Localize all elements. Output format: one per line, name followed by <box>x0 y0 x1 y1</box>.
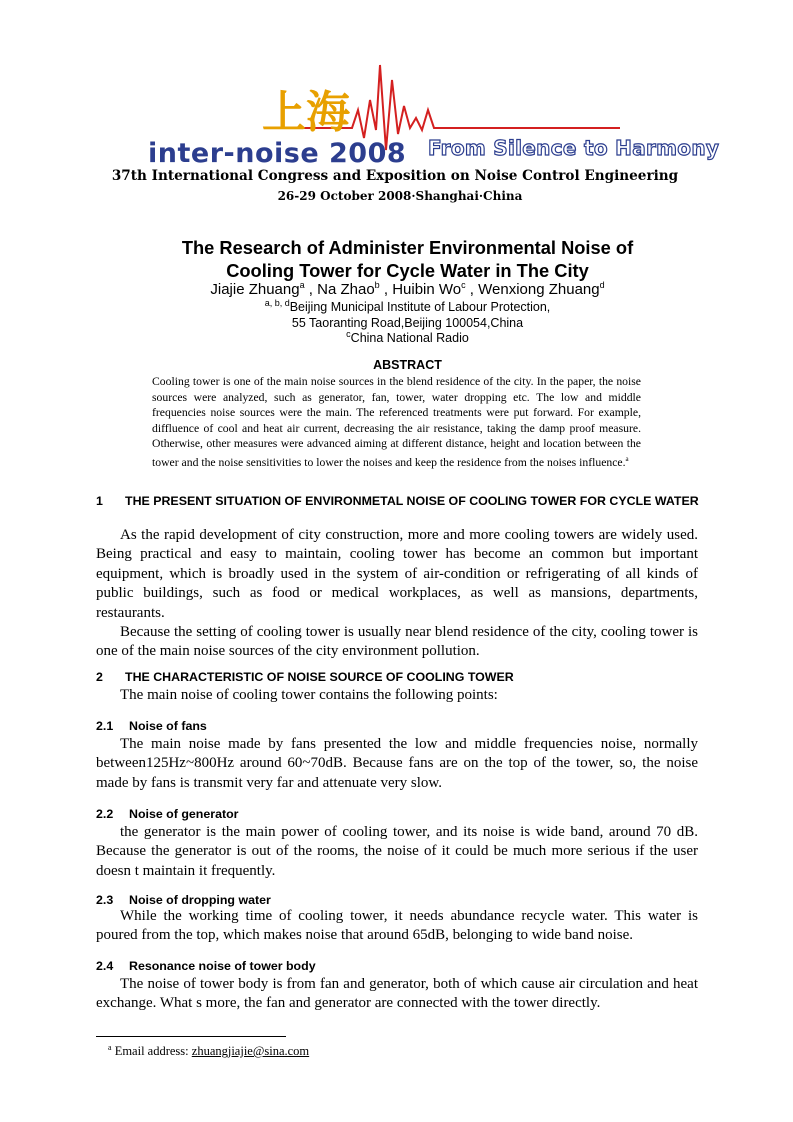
paragraph: The noise of tower body is from fan and generator, both of which cause air circulation and heat exchange. What s more, the fan and generator are connected with the tower directly. <box>96 976 698 1012</box>
subsection-title: Noise of generator <box>129 807 239 821</box>
paragraph: While the working time of cooling tower, it needs abundance recycle water. This water is poured from the top, which makes noise that around 65dB, belonging to wide band noise. <box>96 908 698 944</box>
conference-slogan: From Silence to Harmony <box>428 136 720 160</box>
author-name: Jiajie Zhuang <box>210 281 300 298</box>
subsection-2-4-body <box>96 975 698 1014</box>
section-number: 1 <box>96 494 103 508</box>
affiliation-2-mark: c <box>346 328 351 339</box>
section-1-body <box>96 526 698 662</box>
subsection-number: 2.4 <box>96 959 114 973</box>
affiliation-2 <box>120 330 695 346</box>
conference-banner <box>90 40 720 210</box>
paragraph: As the rapid development of city construction, more and more cooling towers are widely used. Being practical and easy to maintain, cooling tower has become an common but important equipment, which is broadly used in the system of air-condition or refrigerating of all kinds of public buildings, such as food or medical workplaces, as well as mansions, departments, restaurants. <box>96 527 698 621</box>
section-title: THE CHARACTERISTIC OF NOISE SOURCE OF COOLING TOWER <box>125 670 514 684</box>
paragraph: Because the setting of cooling tower is usually near blend residence of the city, cooling tower is one of the main noise sources of the city environment pollution. <box>96 624 698 660</box>
affiliation-1-name: Beijing Municipal Institute of Labour Protection, <box>289 300 551 314</box>
author-mark: b <box>374 280 380 290</box>
author-name: Wenxiong Zhuang <box>478 281 600 298</box>
abstract-heading: ABSTRACT <box>373 358 442 372</box>
abstract-body: Cooling tower is one of the main noise sources in the blend residence of the city. In the paper, the noise sources were analyzed, such as generator, fan, tower, water dropping etc. The low and middle frequencies noise sources were the main. The referenced treatments were put forward. For example, diffluence of cool and heat air current, decreasing the air resistance, taking the damp proof measure. Otherwise, other measures were advanced aiming at different distance, height and location between the tower and the noise sensitivities to lower the noises and keep the residence from the noises influence. <box>152 375 641 469</box>
abstract-footnote-mark: a <box>625 454 629 463</box>
paper-title-line2: Cooling Tower for Cycle Water in The City <box>226 260 589 281</box>
subsection-2-3-body <box>96 907 698 946</box>
paragraph: The main noise of cooling tower contains the following points: <box>120 687 498 703</box>
email-link[interactable]: zhuangjiajie@sina.com <box>191 1044 310 1058</box>
paragraph: the generator is the main power of cooling tower, and its noise is wide band, around 70 dB. Because the generator is out of the rooms, the noise of it could be much more serious if the user doesn t maintain it frequently. <box>96 824 698 879</box>
subsection-2-1-body <box>96 735 698 793</box>
paper-title-line1: The Research of Administer Environmental Noise of <box>181 237 634 258</box>
shanghai-logo: 上海 <box>262 87 350 138</box>
section-title: THE PRESENT SITUATION OF ENVIRONMETAL NOISE OF COOLING TOWER FOR CYCLE WATER <box>125 494 699 508</box>
subsection-title: Resonance noise of tower body <box>129 959 316 973</box>
subsection-title: Noise of dropping water <box>129 893 271 907</box>
subsection-number: 2.1 <box>96 719 114 733</box>
author-mark: c <box>461 280 466 290</box>
conference-brand: inter-noise 2008 <box>148 138 407 169</box>
footnote-rule <box>96 1036 286 1037</box>
footnote-mark: a <box>108 1042 112 1052</box>
paragraph: The main noise made by fans presented the low and middle frequencies noise, normally between125Hz~800Hz around 60~70dB. Because fans are on the top of the tower, so, the noise made by fans is transmit very far and attenuate very slow. <box>96 736 698 791</box>
author-name: Na Zhao <box>317 281 375 298</box>
subsection-2-2-body <box>96 823 698 881</box>
author-name: Huibin Wo <box>392 281 462 298</box>
affiliation-1 <box>120 299 695 315</box>
section-2-body <box>96 686 698 705</box>
congress-name: 37th International Congress and Exposition on Noise Control Engineering <box>111 168 679 184</box>
footnote <box>108 1044 309 1059</box>
footnote-label: Email address: <box>114 1044 189 1058</box>
affiliation-2-name: China National Radio <box>350 331 469 345</box>
subsection-number: 2.2 <box>96 807 114 821</box>
author-mark: a <box>299 280 305 290</box>
section-number: 2 <box>96 670 103 684</box>
author-mark: d <box>599 280 605 290</box>
affiliation-1-address: 55 Taoranting Road,Beijing 100054,China <box>291 316 524 330</box>
author-list: Jiajie Zhuang$^a$ , Na Zhao$^b$ , Huibin Wo$^c$ , Wenxiong Zhuang$^d$ <box>210 280 605 298</box>
affiliation-1-marks: a, b, d <box>264 297 290 308</box>
subsection-number: 2.3 <box>96 893 114 907</box>
subsection-title: Noise of fans <box>129 719 207 733</box>
congress-dates: 26-29 October 2008·Shanghai·China <box>277 189 523 203</box>
abstract-text <box>152 374 641 470</box>
